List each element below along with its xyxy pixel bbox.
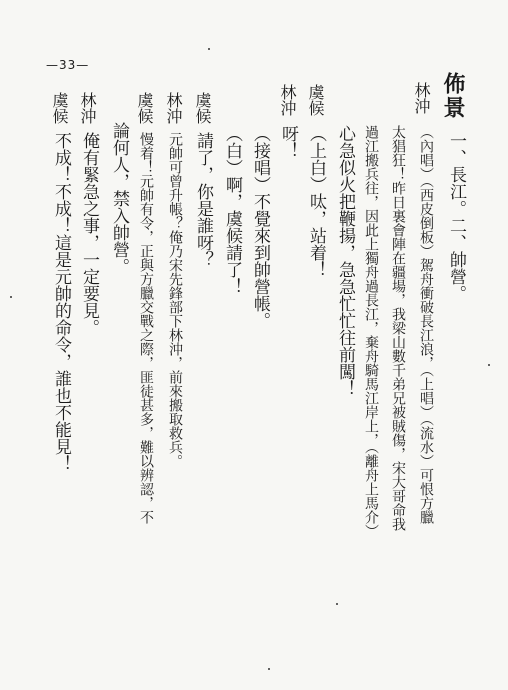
script-line: 元帥可曾升帳？俺乃宋先鋒部下林沖，前來搬取救兵。 xyxy=(167,132,183,468)
heading: 佈景 xyxy=(440,72,466,120)
scan-speck xyxy=(268,668,270,670)
scan-speck xyxy=(10,296,12,298)
speaker-yu-hou: 虞候 xyxy=(306,84,325,116)
script-line: 論何人，禁入帥營。 xyxy=(109,122,129,275)
speaker-yu-hou: 虞候 xyxy=(193,92,212,124)
speaker-yu-hou: 虞候 xyxy=(135,92,154,124)
scene-list: 一、長江。二、帥營。 xyxy=(446,132,466,302)
script-line: 不成！不成！這是元帥的命令，誰也不能見！ xyxy=(51,132,71,472)
script-line: （上白）呔，站着！ xyxy=(306,125,326,278)
scan-speck xyxy=(488,364,490,366)
script-line: 請了，你是誰呀？ xyxy=(193,132,213,268)
script-line: （白）啊，虞候請了！ xyxy=(222,125,242,295)
script-line: （接唱）不覺來到帥營帳。 xyxy=(250,125,270,329)
script-line: 慢着！元帥有令，正與方臘交戰之際，匪徒甚多，難以辨認，不 xyxy=(138,132,154,524)
page-number: —33— xyxy=(46,58,90,72)
speaker-yu-hou: 虞候 xyxy=(50,92,69,124)
script-line: 太猖狂！昨日裏會陣在疆場，我梁山數千弟兄被賊傷，宋大哥命我 xyxy=(390,125,406,531)
script-line: 呀！ xyxy=(278,125,298,159)
scan-speck xyxy=(208,48,210,50)
script-line: 過江搬兵往，因此上獨舟過長江，棄舟騎馬江岸上，（離舟上馬介） xyxy=(363,125,379,538)
speaker-lin-chong: 林沖 xyxy=(412,82,431,114)
speaker-lin-chong: 林沖 xyxy=(164,92,183,124)
speaker-lin-chong: 林沖 xyxy=(278,84,297,116)
script-line: （內唱）（西皮倒板）駕舟衝破長江浪，（上唱）（流水）可恨方臘 xyxy=(418,125,434,524)
speaker-lin-chong: 林沖 xyxy=(78,92,97,124)
script-line: 俺有緊急之事，一定要見。 xyxy=(79,132,99,336)
script-line: 心急似火把鞭揚，急急忙忙往前闖！ xyxy=(335,125,355,397)
scan-speck xyxy=(336,603,338,605)
